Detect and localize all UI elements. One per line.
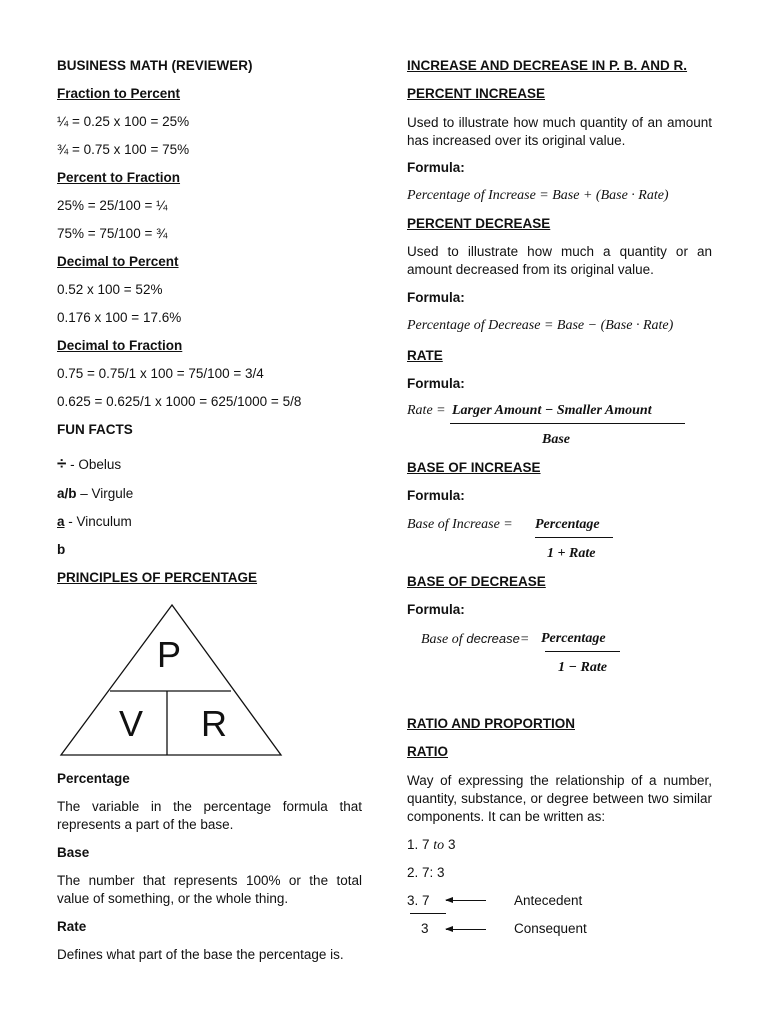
heading-percent-increase: PERCENT INCREASE [407, 86, 546, 101]
obelus-label: - Obelus [70, 457, 122, 472]
rate-formula-numerator: Larger Amount − Smaller Amount [452, 403, 652, 418]
ratio-example-3-denominator: 3 [421, 921, 429, 936]
formula-percentage-of-decrease: Percentage of Decrease = Base − (Base · Rate) [407, 318, 674, 333]
definition-percentage: The variable in the percentage formula that represents a part of the base. [57, 799, 362, 832]
obelus-symbol: ÷ [57, 454, 67, 473]
base-decrease-denominator: 1 − Rate [558, 660, 607, 675]
base-increase-lhs: Base of Increase = [407, 517, 513, 532]
rate-formula-lhs: Rate = [407, 403, 446, 418]
example-line: 25% = 25/100 = ¼ [57, 198, 168, 213]
right-column-title: INCREASE AND DECREASE IN P. B. AND R. [407, 58, 688, 73]
percent-increase-description: Used to illustrate how much quantity of an amount has increased over its original value. [407, 115, 712, 148]
base-decrease-lhs-base-of: Base of [421, 632, 463, 647]
vinculum-label: - Vinculum [68, 514, 132, 529]
base-increase-numerator: Percentage [535, 517, 600, 532]
label-antecedent: Antecedent [514, 893, 583, 908]
heading-ratio-and-proportion: RATIO AND PROPORTION [407, 716, 575, 731]
definition-rate: Defines what part of the base the percentage is. [57, 947, 344, 962]
arrow-left-icon [446, 900, 486, 901]
ratio-description: Way of expressing the relationship of a number, quantity, substance, or degree between two similar components. It can be written as: [407, 773, 712, 824]
triangle-label-p: P [156, 634, 182, 675]
heading-principles-of-percentage: PRINCIPLES OF PERCENTAGE [57, 570, 258, 585]
triangle-label-r: R [201, 703, 227, 744]
definition-base: The number that represents 100% or the total value of something, or the whole thing. [57, 873, 362, 906]
triangle-label-v: V [118, 703, 144, 744]
heading-fraction-to-percent: Fraction to Percent [57, 86, 181, 101]
example-line: ¾ = 0.75 x 100 = 75% [57, 142, 190, 157]
term-rate: Rate [57, 919, 87, 934]
rate-formula-denominator: Base [542, 432, 570, 447]
term-percentage: Percentage [57, 771, 130, 786]
fraction-bar [535, 537, 613, 538]
formula-label: Formula: [407, 488, 465, 503]
formula-label: Formula: [407, 290, 465, 305]
ratio-example-1-to: to [433, 838, 445, 853]
fact-vinculum [57, 513, 132, 531]
pvr-triangle-diagram [55, 600, 290, 760]
base-decrease-lhs-equals: = [519, 632, 530, 647]
fact-obelus [57, 455, 121, 474]
fraction-bar [545, 651, 620, 652]
example-line: 0.176 x 100 = 17.6% [57, 310, 182, 325]
vinculum-symbol: a [57, 514, 65, 529]
formula-label: Formula: [407, 376, 465, 391]
heading-decimal-to-percent: Decimal to Percent [57, 254, 179, 269]
ratio-example-1-prefix: 1. 7 [407, 837, 430, 852]
example-line: 0.52 x 100 = 52% [57, 282, 163, 297]
virgule-label: – Virgule [80, 486, 134, 501]
example-line: 0.75 = 0.75/1 x 100 = 75/100 = 3/4 [57, 366, 264, 381]
base-decrease-lhs-decrease: decrease [466, 631, 520, 646]
ratio-example-1 [407, 836, 455, 855]
ratio-example-2: 2. 7: 3 [407, 865, 445, 880]
heading-fun-facts: FUN FACTS [57, 422, 133, 437]
heading-percent-decrease: PERCENT DECREASE [407, 216, 551, 231]
vinculum-denominator: b [57, 542, 66, 557]
term-base: Base [57, 845, 90, 860]
heading-percent-to-fraction: Percent to Fraction [57, 170, 181, 185]
base-increase-denominator: 1 + Rate [547, 546, 596, 561]
fact-virgule [57, 485, 133, 503]
formula-percentage-of-increase: Percentage of Increase = Base + (Base · Rate) [407, 188, 669, 203]
formula-label: Formula: [407, 160, 465, 175]
heading-decimal-to-fraction: Decimal to Fraction [57, 338, 183, 353]
triangle-outline [61, 605, 281, 755]
ratio-example-1-suffix: 3 [447, 837, 456, 852]
heading-base-of-increase: BASE OF INCREASE [407, 460, 541, 475]
arrow-left-icon [446, 929, 486, 930]
virgule-symbol: a/b [57, 486, 77, 501]
heading-rate: RATE [407, 348, 443, 363]
fraction-bar [410, 913, 446, 914]
example-line: 0.625 = 0.625/1 x 1000 = 625/1000 = 5/8 [57, 394, 302, 409]
ratio-example-3-numerator: 3. 7 [407, 893, 430, 908]
example-line: ¼ = 0.25 x 100 = 25% [57, 114, 190, 129]
percent-decrease-description: Used to illustrate how much a quantity or an amount decreased from its original value. [407, 244, 712, 277]
label-consequent: Consequent [514, 921, 587, 936]
example-line: 75% = 75/100 = ¾ [57, 226, 168, 241]
base-decrease-lhs [421, 630, 529, 649]
base-decrease-numerator: Percentage [541, 631, 606, 646]
document-title: BUSINESS MATH (REVIEWER) [57, 58, 253, 73]
heading-ratio: RATIO [407, 744, 448, 759]
fraction-bar [450, 423, 685, 424]
formula-label: Formula: [407, 602, 465, 617]
heading-base-of-decrease: BASE OF DECREASE [407, 574, 546, 589]
